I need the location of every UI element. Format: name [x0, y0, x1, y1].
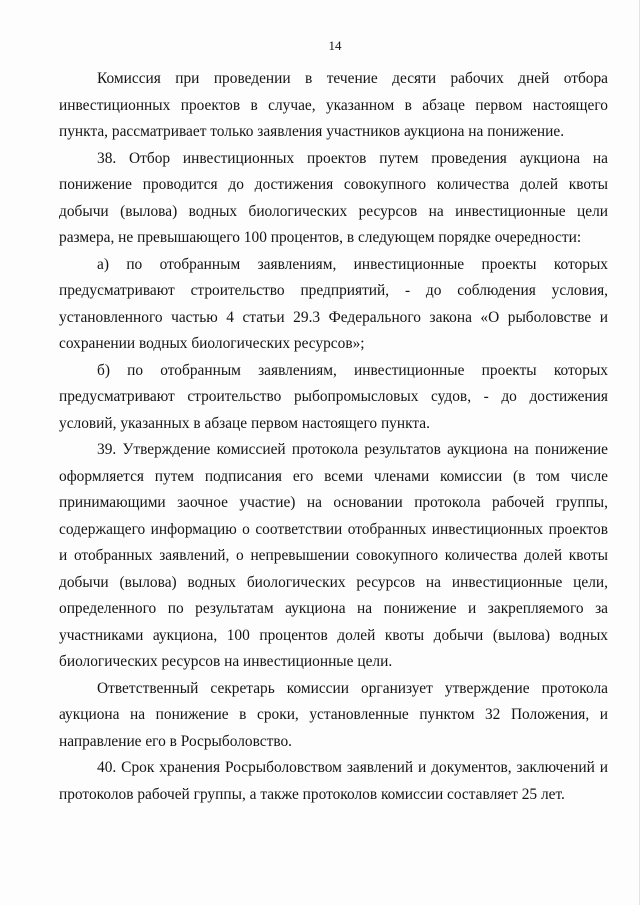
- paragraph-commission-review: Комиссия при проведении в течение десяти рабочих дней отбора инвестиционных проектов в случае, указанном в абзаце первом настоящего пункта, рассматривает только заявления участников аукциона на понижение.: [59, 70, 608, 140]
- page-number: 14: [328, 38, 342, 53]
- document-body: [59, 66, 608, 808]
- paragraph-item-40: 40. Срок хранения Росрыболовством заявлений и документов, заключений и протоколов рабочей группы, а также протоколов комиссии составляет 25 лет.: [59, 759, 608, 803]
- paragraph-item-38-b: б) по отобранным заявлениям, инвестиционные проекты которых предусматривают строительство рыбопромысловых судов, - до достижения условий, указанных в абзаце первом настоящего пункта.: [59, 361, 608, 432]
- paragraph-secretary: Ответственный секретарь комиссии организует утверждение протокола аукциона на понижение в сроки, установленные пунктом 32 Положения, и направление его в Росрыболовство.: [59, 679, 608, 750]
- paragraph-item-38-a: а) по отобранным заявлениям, инвестиционные проекты которых предусматривают строительство предприятий, - до соблюдения условия, установленного частью 4 статьи 29.3 Федерального закона «О рыболовстве и сохранении водных биологических ресурсов»;: [59, 255, 608, 352]
- paragraph-item-38: 38. Отбор инвестиционных проектов путем проведения аукциона на понижение проводится до достижения совокупного количества долей квоты добычи (вылова) водных биологических ресурсов на инвестиционные цели размера, не превышающего 100 процентов, в следующем порядке очередности:: [59, 149, 608, 246]
- paragraph-item-39: 39. Утверждение комиссией протокола результатов аукциона на понижение оформляется путем подписания его всеми членами комиссии (в том числе принимающими заочное участие) на основании протокола рабочей группы, содержащего информацию о соответствии отобранных инвестиционных проектов и отобранных заявлений, о непревышении совокупного количества долей квоты добычи (вылова) водных биологических ресурсов на инвестиционные цели, определенного по результатам аукциона на понижение и закрепляемого за участниками аукциона, 100 процентов долей квоты добычи (вылова) водных биологических ресурсов на инвестиционные цели.: [59, 441, 608, 670]
